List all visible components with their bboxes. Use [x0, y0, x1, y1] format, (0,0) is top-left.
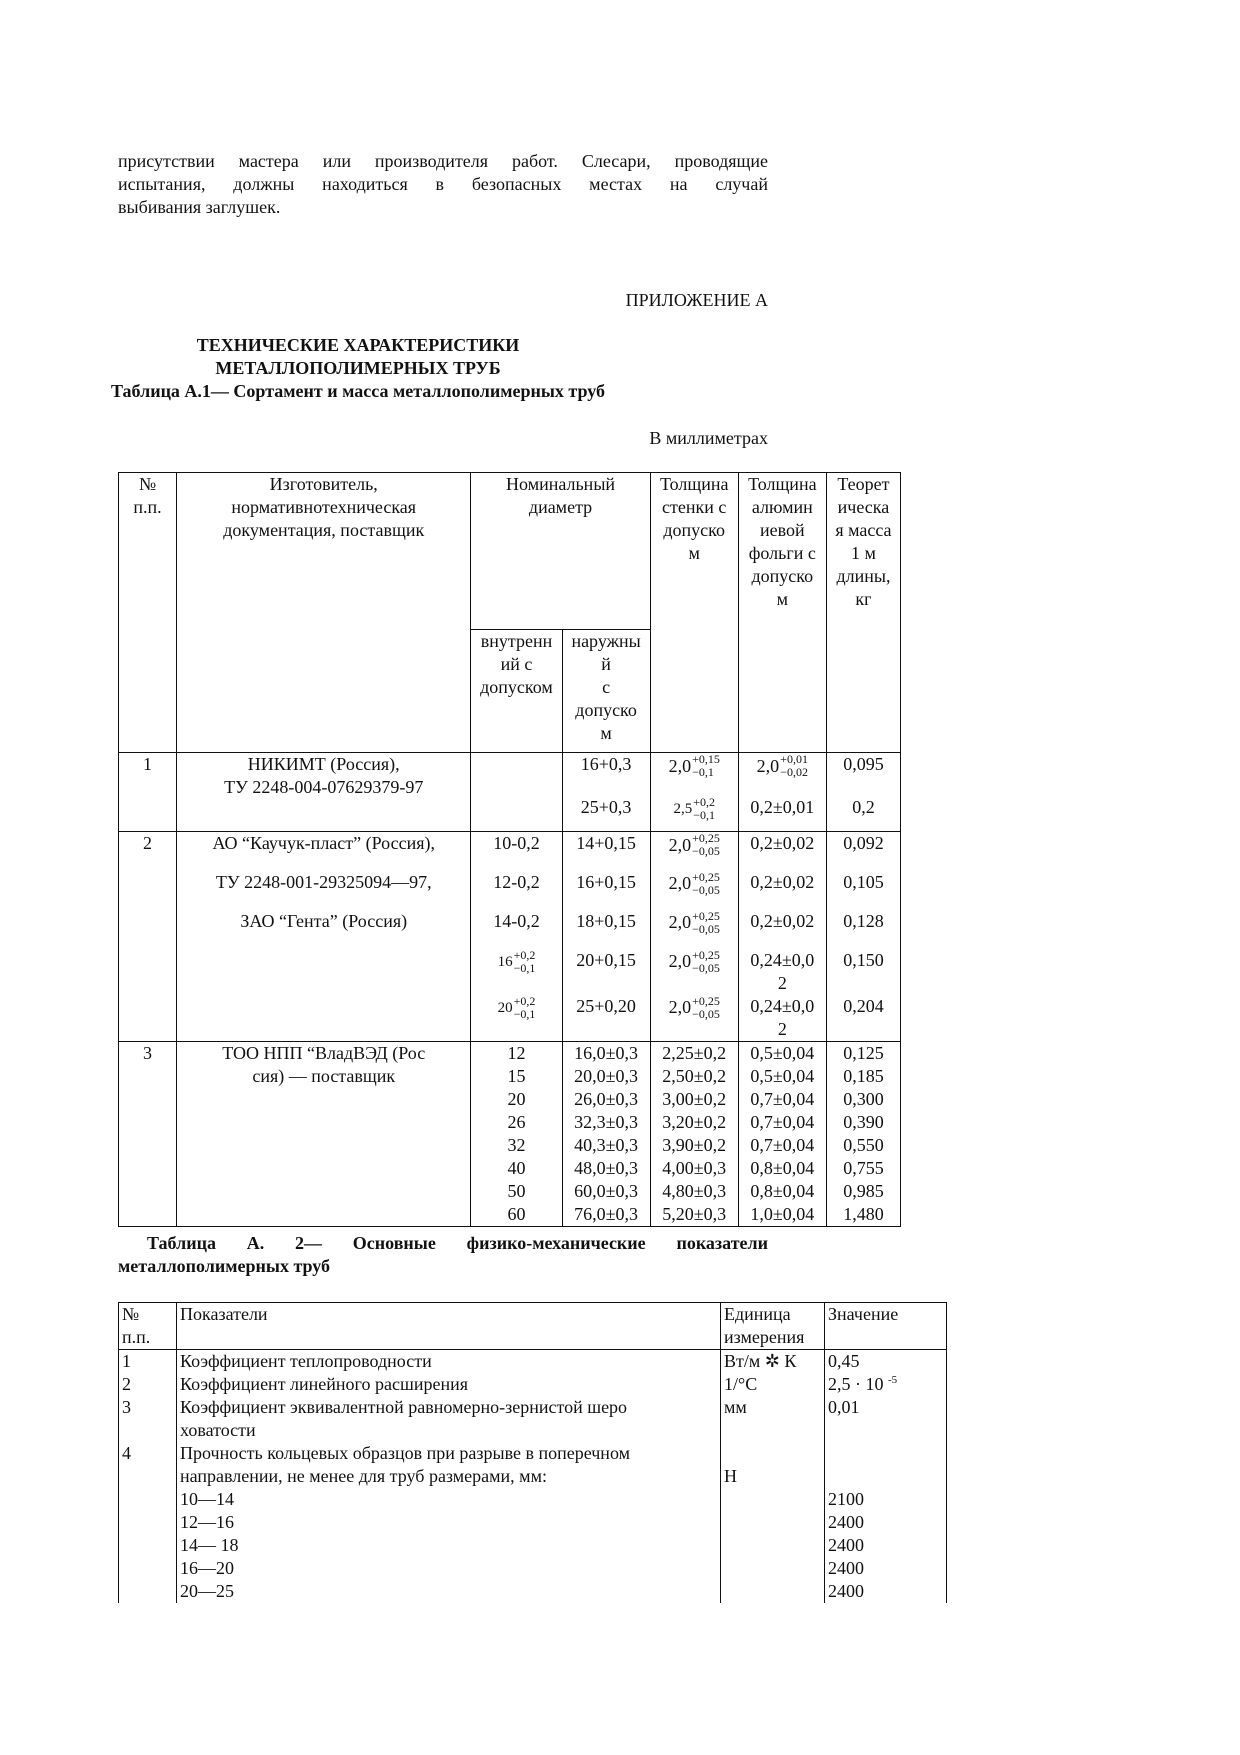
intro-line: испытания, должны находиться в безопасных местах на случай — [118, 174, 768, 194]
mass-cell — [826, 871, 900, 910]
cell-value: 0,150 — [843, 949, 884, 970]
inner-diameter-cell — [471, 1041, 562, 1226]
tolerance-value — [498, 995, 536, 1021]
tolerance-upper: +0,2 — [513, 994, 536, 1008]
header-line: Единица — [724, 1304, 791, 1324]
table2-row — [119, 1396, 947, 1442]
header-num — [119, 1303, 177, 1350]
cell-value: 12 — [507, 1042, 526, 1063]
header-line: документация, поставщик — [223, 520, 425, 540]
table-header-row — [119, 473, 901, 630]
header-line: внутренн — [480, 631, 553, 651]
header-line: фольги с — [748, 543, 816, 563]
tolerance-value — [669, 871, 720, 897]
cell-value: 2,25±0,2 — [662, 1042, 727, 1063]
header-foil-thickness — [738, 473, 826, 753]
table2-header-row — [119, 1303, 947, 1350]
row-num: 2 — [119, 1373, 177, 1396]
cell-value: 2,50±0,2 — [662, 1065, 727, 1086]
header-line: Теорет — [837, 474, 890, 494]
outer-diameter-cell — [562, 910, 650, 949]
inner-diameter-cell — [471, 832, 562, 871]
tolerance-lower: −0,1 — [692, 765, 714, 779]
cell-value: 32 — [507, 1134, 526, 1155]
cell-value: Вт/м ✲ К — [724, 1351, 797, 1371]
header-wall-thickness — [650, 473, 738, 753]
wall-cell — [650, 871, 738, 910]
cell-value: 1/°С — [724, 1374, 758, 1394]
wall-cell — [650, 832, 738, 871]
tolerance-upper: +0,25 — [692, 993, 720, 1008]
cell-value: 15 — [507, 1065, 526, 1086]
cell-value: 0,5±0,04 — [750, 1042, 815, 1063]
section-heading — [110, 334, 798, 403]
indicator-line: 10—14 — [180, 1489, 234, 1509]
table-row — [119, 753, 901, 796]
table2-row — [119, 1373, 947, 1396]
maker-line: ЗАО “Гента” (Россия) — [240, 910, 408, 931]
cell-value: 0,128 — [843, 910, 884, 931]
cell-value — [828, 1465, 942, 1488]
row-num: 2 — [119, 832, 177, 871]
indicator-cell — [177, 1442, 721, 1603]
cell-value: 20+0,15 — [576, 949, 636, 970]
tolerance-base: 2,0 — [668, 912, 692, 932]
maker-line: ТУ 2248-004-07629379-97 — [224, 777, 424, 797]
header-line: м — [688, 543, 700, 563]
indicator-line: ховатости — [180, 1420, 256, 1440]
tolerance-lower: −0,05 — [692, 1006, 720, 1021]
cell-value: 0,390 — [843, 1111, 884, 1132]
outer-diameter-cell — [562, 796, 650, 832]
unit-cell — [721, 1350, 825, 1374]
wall-cell — [650, 910, 738, 949]
cell-value: 0,7±0,04 — [750, 1088, 815, 1109]
indicator-cell — [177, 1373, 721, 1396]
header-line: № — [138, 474, 157, 494]
wall-cell — [650, 796, 738, 832]
cell-value: 12-0,2 — [493, 871, 540, 892]
wall-cell — [650, 949, 738, 995]
value-cell — [825, 1442, 947, 1603]
heading-line: ТЕХНИЧЕСКИЕ ХАРАКТЕРИСТИКИ — [196, 335, 520, 355]
table2-title-line: металлополимерных труб — [118, 1256, 331, 1276]
cell-value: 2400 — [828, 1558, 864, 1578]
cell-value: 26,0±0,3 — [574, 1088, 639, 1109]
tolerance-base: 2,0 — [668, 873, 692, 893]
outer-diameter-cell — [562, 1041, 650, 1226]
cell-value: 0,45 — [828, 1351, 860, 1371]
foil-cell — [738, 910, 826, 949]
tolerance-upper: +0,15 — [692, 752, 720, 766]
row-maker — [177, 753, 471, 832]
cell-value: 48,0±0,3 — [574, 1157, 639, 1178]
header-mass — [826, 473, 900, 753]
cell-value: 2 — [777, 972, 787, 993]
pipe-assortment-table — [118, 472, 901, 1227]
tolerance-upper: +0,25 — [692, 947, 720, 962]
tolerance-value — [669, 832, 720, 858]
cell-value: 32,3±0,3 — [574, 1111, 639, 1132]
tolerance-lower: −0,05 — [692, 960, 720, 975]
value-cell — [825, 1350, 947, 1374]
row-maker — [177, 910, 471, 949]
value-cell — [825, 1396, 947, 1442]
cell-value: Н — [724, 1466, 737, 1486]
intro-line: присутствии мастера или производителя работ. Слесари, проводящие — [118, 151, 768, 171]
inner-diameter-cell — [471, 753, 562, 796]
inner-diameter-cell — [471, 796, 562, 832]
cell-value: 0,092 — [843, 833, 884, 853]
cell-value: 0,125 — [843, 1042, 884, 1063]
maker-line: АО “Каучук-пласт” (Россия), — [212, 833, 436, 853]
cell-value: 18+0,15 — [576, 910, 636, 931]
indicator-line: Прочность кольцевых образцов при разрыве в поперечном — [180, 1443, 630, 1463]
header-unit — [721, 1303, 825, 1350]
row-maker — [177, 1041, 471, 1226]
outer-diameter-cell — [562, 949, 650, 995]
tolerance-value — [673, 796, 715, 822]
wall-cell — [650, 995, 738, 1042]
cell-value: 2400 — [828, 1535, 864, 1555]
cell-value: 14-0,2 — [493, 910, 540, 931]
header-value: Значение — [825, 1303, 947, 1350]
tolerance-lower: −0,1 — [513, 961, 536, 975]
inner-diameter-cell — [471, 910, 562, 949]
tolerance-value — [498, 949, 536, 975]
indicator-line: направлении, не менее для труб размерами, мм: — [180, 1466, 547, 1486]
cell-value: 0,550 — [843, 1134, 884, 1155]
cell-value — [724, 1442, 820, 1465]
header-line: № — [122, 1304, 140, 1324]
tolerance-upper: +0,25 — [692, 831, 720, 845]
table2-row — [119, 1350, 947, 1374]
cell-value: 14+0,15 — [576, 833, 636, 853]
cell-value: 0,185 — [843, 1065, 884, 1086]
cell-value: 0,985 — [843, 1180, 884, 1201]
outer-diameter-cell — [562, 832, 650, 871]
header-line: длины, — [836, 566, 891, 586]
header-line: допуско — [575, 700, 637, 720]
row-num: 1 — [119, 753, 177, 832]
table2-title-line: Таблица А. 2— Основные физико-механические показатели — [147, 1233, 768, 1253]
cell-value: 0,2±0,02 — [750, 871, 815, 892]
cell-value: 4,80±0,3 — [662, 1180, 727, 1201]
indicator-line: 14— 18 — [180, 1535, 239, 1555]
header-line: 1 м — [850, 543, 876, 563]
row-num — [119, 910, 177, 949]
table-row — [119, 949, 901, 995]
wall-cell — [650, 753, 738, 796]
header-line: допуско — [751, 566, 814, 586]
foil-cell — [738, 871, 826, 910]
tolerance-value — [669, 910, 720, 936]
header-line: Толщина — [659, 474, 729, 494]
cell-value: 25+0,3 — [580, 796, 632, 817]
unit-cell — [721, 1442, 825, 1603]
tolerance-base: 20 — [497, 999, 513, 1016]
header-line: диаметр — [528, 497, 593, 517]
tolerance-upper: +0,01 — [780, 752, 808, 766]
cell-value: 25+0,20 — [576, 995, 636, 1016]
tolerance-base: 2,5 — [673, 800, 693, 817]
header-line: м — [600, 723, 612, 743]
indicator-line: Коэффициент теплопроводности — [180, 1351, 432, 1371]
cell-value: 0,2±0,01 — [750, 796, 815, 817]
cell-value: 0,2±0,02 — [750, 910, 815, 931]
tolerance-upper: +0,25 — [692, 908, 720, 923]
header-line: п.п. — [133, 497, 162, 517]
mass-cell — [826, 753, 900, 796]
mass-cell — [826, 949, 900, 995]
tolerance-lower: −0,1 — [513, 1007, 536, 1021]
header-outer-diameter — [562, 630, 650, 753]
foil-cell — [738, 1041, 826, 1226]
header-line: нормативнотехническая — [231, 497, 417, 517]
cell-value: мм — [724, 1397, 747, 1417]
table-row — [119, 871, 901, 910]
header-line: й — [601, 654, 611, 674]
row-num — [119, 995, 177, 1042]
row-maker — [177, 832, 471, 871]
table2-row — [119, 1442, 947, 1603]
header-line: с — [602, 677, 611, 697]
tolerance-lower: −0,1 — [693, 808, 715, 822]
tolerance-value — [669, 753, 720, 779]
cell-value: 26 — [507, 1111, 526, 1132]
mass-cell — [826, 832, 900, 871]
row-maker — [177, 949, 471, 995]
header-indicator: Показатели — [177, 1303, 721, 1350]
cell-value: 3,90±0,2 — [662, 1134, 727, 1155]
table-row — [119, 910, 901, 949]
maker-line: ТОО НПП “ВладВЭД (Рос — [222, 1042, 426, 1063]
header-line: допуском — [480, 677, 553, 697]
header-line: ий с — [500, 654, 533, 674]
header-line: Номинальный — [506, 474, 616, 494]
indicator-line: 12—16 — [180, 1512, 234, 1532]
cell-value: 0,204 — [843, 995, 884, 1016]
cell-value: 2 — [777, 1018, 787, 1039]
cell-value — [828, 1442, 942, 1465]
mass-cell — [826, 910, 900, 949]
cell-value: 4,00±0,3 — [662, 1157, 727, 1178]
cell-value: 0,01 — [828, 1397, 860, 1417]
inner-diameter-cell — [471, 871, 562, 910]
foil-cell — [738, 832, 826, 871]
cell-value: 0,5±0,04 — [750, 1065, 815, 1086]
cell-value: 60,0±0,3 — [574, 1180, 639, 1201]
header-inner-diameter — [471, 630, 562, 753]
mass-cell — [826, 1041, 900, 1226]
unit-cell — [721, 1373, 825, 1396]
header-line: п.п. — [122, 1327, 151, 1347]
cell-value: 0,2±0,02 — [750, 833, 815, 853]
tolerance-base: 2,0 — [668, 951, 692, 971]
header-line: алюмин — [751, 497, 813, 517]
cell-value: 0,105 — [843, 871, 884, 892]
cell-value: 0,755 — [843, 1157, 884, 1178]
row-maker — [177, 871, 471, 910]
inner-diameter-cell — [471, 995, 562, 1042]
tolerance-upper: +0,2 — [513, 948, 536, 962]
row-num — [119, 871, 177, 910]
intro-line: выбивания заглушек. — [118, 197, 281, 217]
header-line: наружны — [571, 631, 641, 651]
cell-value: 2400 — [828, 1512, 864, 1532]
intro-paragraph — [118, 150, 768, 219]
header-line: м — [776, 589, 789, 609]
cell-value: 3,20±0,2 — [662, 1111, 727, 1132]
tolerance-value — [757, 753, 808, 779]
cell-value: 0,300 — [843, 1088, 884, 1109]
cell-value: 0,24±0,0 — [750, 995, 815, 1016]
indicator-line: 16—20 — [180, 1558, 234, 1578]
table-title: Таблица А.1— Сортамент и масса металлополимерных труб — [110, 381, 605, 401]
header-line: стенки с — [662, 497, 727, 517]
tolerance-lower: −0,05 — [692, 882, 720, 897]
cell-value: 0,8±0,04 — [750, 1180, 815, 1201]
header-line: измерения — [724, 1327, 805, 1347]
outer-diameter-cell — [562, 995, 650, 1042]
row-num: 4 — [119, 1442, 177, 1603]
row-maker — [177, 995, 471, 1042]
cell-value: 10-0,2 — [493, 833, 540, 853]
row-num — [119, 949, 177, 995]
cell-value: 1,0±0,04 — [750, 1203, 815, 1224]
tolerance-base: 2,0 — [668, 834, 692, 855]
foil-cell — [738, 949, 826, 995]
cell-value: 40,3±0,3 — [574, 1134, 639, 1155]
indicator-cell — [177, 1350, 721, 1374]
cell-value: 20,0±0,3 — [574, 1065, 639, 1086]
tolerance-base: 2,0 — [668, 997, 692, 1017]
tolerance-upper: +0,2 — [693, 795, 715, 809]
units-note: В миллиметрах — [649, 428, 768, 448]
cell-value: 0,7±0,04 — [750, 1111, 815, 1132]
cell-value: 0,2 — [852, 796, 875, 817]
cell-value: 0,095 — [843, 754, 884, 774]
tolerance-base: 2,0 — [668, 755, 692, 776]
cell-value: 3,00±0,2 — [662, 1088, 727, 1109]
row-num: 3 — [119, 1041, 177, 1226]
cell-value: 2,5 · 10 $^{-5}$ — [828, 1374, 898, 1394]
maker-line: НИКИМТ (Россия), — [247, 754, 400, 774]
cell-value: 76,0±0,3 — [574, 1203, 639, 1224]
tolerance-lower: −0,05 — [692, 844, 720, 858]
header-num — [119, 473, 177, 753]
appendix-label: ПРИЛОЖЕНИЕ А — [625, 290, 768, 310]
tolerance-value — [669, 995, 720, 1021]
header-line: Изготовитель, — [269, 474, 378, 494]
cell-value: 40 — [507, 1157, 526, 1178]
cell-value: 16+0,3 — [580, 754, 632, 774]
tolerance-upper: +0,25 — [692, 869, 720, 884]
maker-line: ТУ 2248-001-29325094—97, — [215, 871, 432, 892]
tolerance-lower: −0,05 — [692, 921, 720, 936]
cell-value: 20 — [507, 1088, 526, 1109]
outer-diameter-cell — [562, 753, 650, 796]
tolerance-base: 2,0 — [756, 755, 780, 776]
indicator-line: Коэффициент линейного расширения — [180, 1374, 468, 1394]
indicator-cell — [177, 1396, 721, 1442]
tolerance-lower: −0,02 — [780, 765, 808, 779]
cell-value: 1,480 — [843, 1203, 884, 1224]
mass-cell — [826, 796, 900, 832]
row-num: 1 — [119, 1350, 177, 1374]
foil-cell — [738, 995, 826, 1042]
wall-cell — [650, 1041, 738, 1226]
maker-line: сия) — поставщик — [252, 1065, 396, 1086]
inner-diameter-cell — [471, 949, 562, 995]
cell-value: 0,24±0,0 — [750, 949, 815, 970]
foil-cell — [738, 753, 826, 796]
table2-title — [118, 1232, 768, 1278]
foil-cell — [738, 796, 826, 832]
tolerance-value — [669, 949, 720, 975]
cell-value: 50 — [507, 1180, 526, 1201]
cell-value: 0,8±0,04 — [750, 1157, 815, 1178]
header-line: кг — [855, 589, 872, 609]
value-cell — [825, 1373, 947, 1396]
tolerance-base: 16 — [497, 953, 513, 970]
header-line: ическа — [837, 497, 890, 517]
heading-line: МЕТАЛЛОПОЛИМЕРНЫХ ТРУБ — [215, 358, 501, 378]
indicator-line: 20—25 — [180, 1581, 234, 1601]
header-line: иевой — [760, 520, 805, 540]
table-row — [119, 995, 901, 1042]
outer-diameter-cell — [562, 871, 650, 910]
unit-cell — [721, 1396, 825, 1442]
table-row — [119, 1041, 901, 1226]
mass-cell — [826, 995, 900, 1042]
header-line: я масса — [835, 520, 892, 540]
table-row — [119, 832, 901, 871]
cell-value: 5,20±0,3 — [662, 1203, 727, 1224]
physical-properties-table — [118, 1302, 947, 1603]
header-line: Толщина — [748, 474, 817, 494]
cell-value: 2400 — [828, 1581, 864, 1601]
header-nominal-diameter — [471, 473, 650, 630]
cell-value: 16+0,15 — [576, 871, 636, 892]
header-line: допуско — [663, 520, 726, 540]
header-maker — [177, 473, 471, 753]
indicator-line: Коэффициент эквивалентной равномерно-зернистой шеро — [180, 1397, 628, 1417]
cell-value: 0,7±0,04 — [750, 1134, 815, 1155]
cell-value: 2100 — [828, 1489, 864, 1509]
cell-value: 60 — [507, 1203, 526, 1224]
row-num: 3 — [119, 1396, 177, 1442]
cell-value: 16,0±0,3 — [574, 1042, 639, 1063]
